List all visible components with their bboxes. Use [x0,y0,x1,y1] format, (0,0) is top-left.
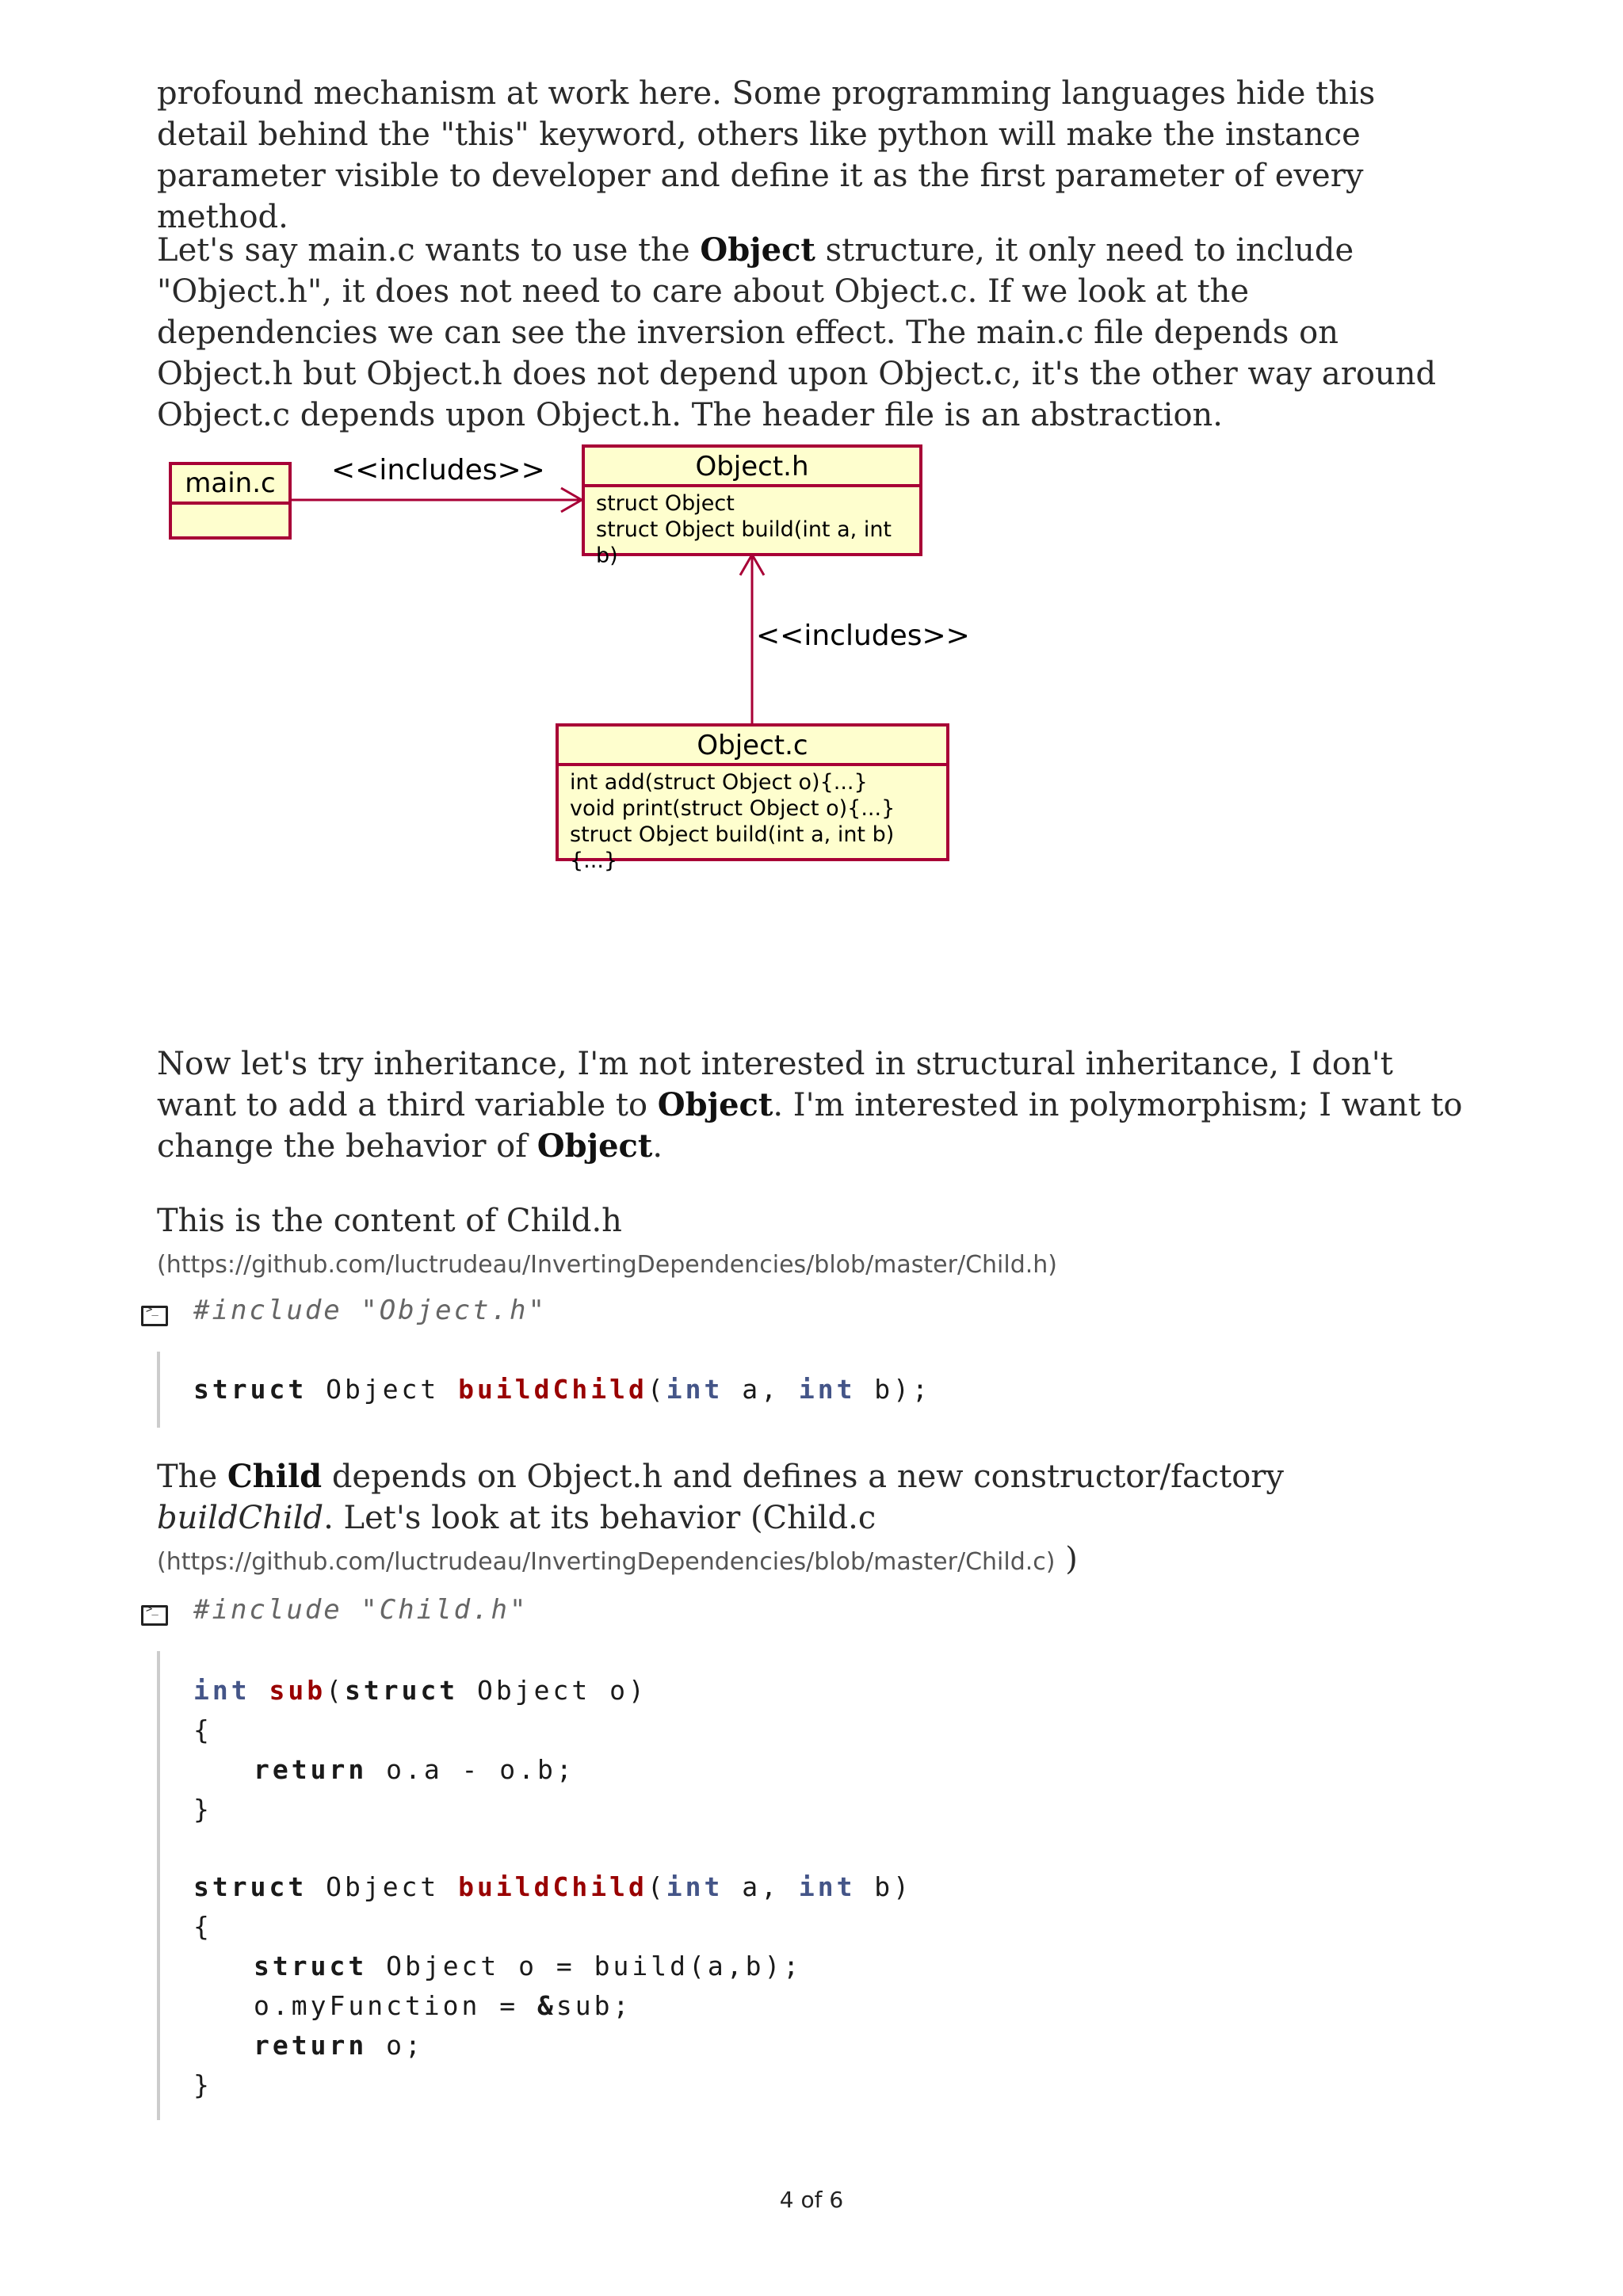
code-header-include: #include "Child.h" [193,1594,529,1626]
bold-term: Object [537,1127,653,1165]
code-line: } [193,1794,212,1825]
paragraph-text: Let's say main.c wants to use the [157,232,701,269]
code-line: return o.a - o.b; [254,1754,575,1785]
uml-box-object-h [582,444,922,568]
link-child-h[interactable]: (https://github.com/luctrudeau/InvertingDependencies/blob/master/Child.h) [157,1251,1058,1279]
uml-box-title: Object.c [559,727,946,766]
code-line: return o; [254,2030,424,2061]
includes-label-2: <<includes>> [756,620,970,652]
paragraph-child-h [157,1200,1465,1286]
code-line: struct Object buildChild(int a, int b) [193,1871,913,1902]
includes-label-1: <<includes>> [331,454,545,486]
paragraph-text: ) [1055,1541,1078,1577]
terminal-icon: >_ [141,1306,168,1326]
uml-box-object-c [556,723,949,873]
uml-member: struct Object [596,491,735,516]
paragraph-text: . I'm interested in polymorphism; I want to change the behavior of [157,1087,1463,1165]
bold-term: Object [657,1086,773,1123]
uml-member: struct Object build(int a, int b) [596,517,892,568]
code-line: int sub(struct Object o) [193,1675,647,1706]
terminal-icon: >_ [141,1605,168,1626]
code-line: { [193,1911,212,1942]
bold-term: Child [227,1458,323,1495]
paragraph-text: This is the content of Child.h [157,1203,622,1239]
code-line: { [193,1714,212,1745]
uml-box-title: Object.h [585,448,919,487]
uml-box-members [559,766,946,877]
paragraph-text: structure, it only need to include "Object.h", it does not need to care about Object.c. If we look at the dependencies we can see the inversion effect. The main.c file depends on Object.h but Object.h does not depend upon Object.c, it's the other way around Object.c depends upon Object.h. The header file is an abstraction. [157,232,1437,433]
paragraph-inheritance [157,1043,1465,1167]
code-line: o.myFunction = &sub; [254,1990,632,2021]
page-number: 4 of 6 [779,2187,844,2213]
paragraph-text: . Let's look at its behavior (Child.c [323,1500,876,1536]
uml-member: struct Object build(int a, int b) {...} [570,822,895,873]
paragraph-child-c [157,1456,1465,1583]
uml-box-main-c [169,462,292,540]
link-child-c[interactable]: (https://github.com/luctrudeau/InvertingDependencies/blob/master/Child.c) [157,1548,1056,1576]
paragraph-text: . [652,1128,663,1165]
bold-term: Object [700,231,815,269]
paragraph-text: profound mechanism at work here. Some programming languages hide this detail behind the "this" keyword, others like python will make the instance parameter visible to developer and define it as the first parameter of every method. [157,75,1376,235]
code-line: } [193,2069,212,2100]
paragraph-text: depends on Object.h and defines a new constructor/factory [322,1459,1285,1495]
code-line: struct Object buildChild(int a, int b); [193,1374,931,1405]
uml-member: int add(struct Object o){...} [570,770,868,795]
uml-member: void print(struct Object o){...} [570,796,896,821]
code-block-bar [157,1651,160,2120]
paragraph-text: The [157,1459,227,1495]
code-line: struct Object o = build(a,b); [254,1951,803,1981]
code-header-include: #include "Object.h" [193,1295,547,1326]
italic-term: buildChild [157,1500,324,1536]
paragraph-text: Now let's try inheritance, I'm not interested in structural inheritance, I don't want to add a third variable to [157,1046,1393,1123]
uml-box-title: main.c [172,465,288,505]
uml-box-members [585,487,919,572]
code-block-bar [157,1352,160,1428]
